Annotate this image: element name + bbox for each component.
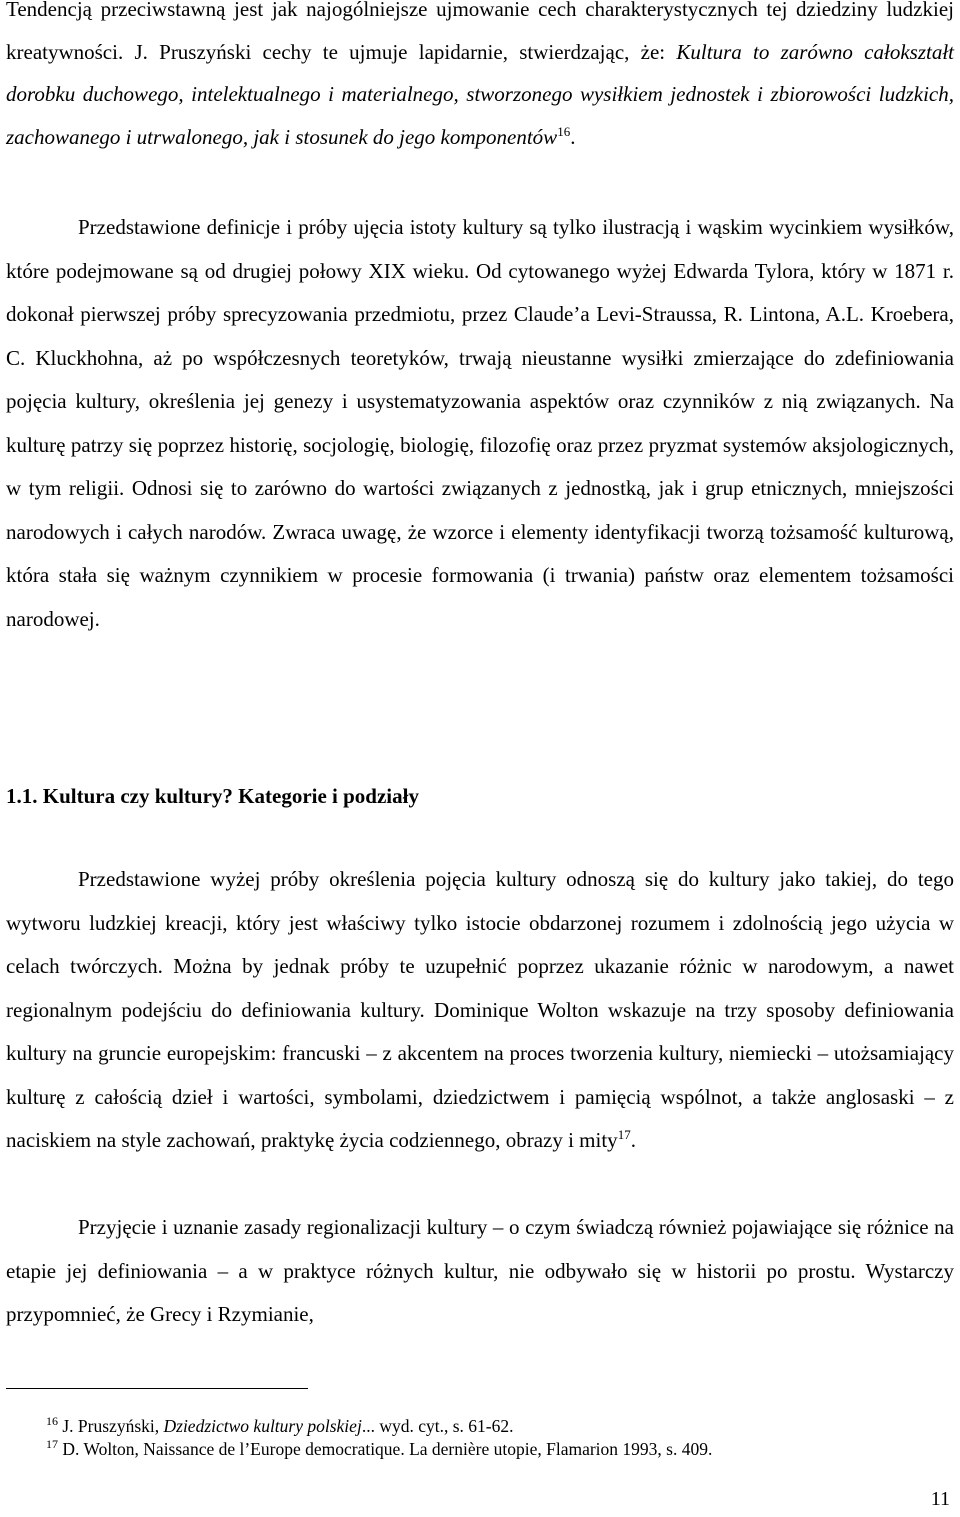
paragraph-2: Przedstawione definicje i próby ujęcia istoty kultury są tylko ilustracją i wąskim wycinkiem wysiłków, które podejmowane są od drugiej połowy XIX wieku. Od cytowanego wyżej Edwarda Tylora, który w 1871 r. dokonał pierwszej próby sprecyzowania przedmiotu, przez Claude’a Levi-Straussa, R. Lintona, A.L. Kroebera, C. Kluckhohna, aż po współczesnych teoretyków, trwają nieustanne wysiłki zmierzające do zdefiniowania pojęcia kultury, określenia jej genezy i usystematyzowania aspektów oraz czynników z nią związanych. Na kulturę patrzy się poprzez historię, socjologię, biologię, filozofię oraz przez pryzmat systemów aksjologicznych, w tym religii. Odnosi się to zarówno do wartości związanych z jednostką, jak i grup etnicznych, mniejszości narodowych i całych narodów. Zwraca uwagę, że wzorce i elementy identyfikacji tworzą tożsamość kulturową, która stała się ważnym czynnikiem w procesie formowania (i trwania) państw oraz elementem tożsamości narodowej. bbox=[6, 215, 954, 631]
footnote-ref-17[interactable]: 17 bbox=[617, 1127, 631, 1142]
paragraph-1-lead: Tendencją przeciwstawną jest jak najogólniejsze ujmowanie cech charakterystycznych tej dziedziny ludzkiej kreatywności. J. Pruszyński cechy te ujmuje lapidarnie, stwierdzając, że: bbox=[6, 0, 954, 64]
footnotes bbox=[46, 1415, 946, 1461]
footnote-16-after: ... wyd. cyt., s. 61-62. bbox=[361, 1416, 514, 1436]
paragraph-3-text: Przedstawione wyżej próby określenia pojęcia kultury odnoszą się do kultury jako takiej, do tego wytworu ludzkiej kreacji, który jest właściwy tylko istocie obdarzonej rozumem i zdolnością jego użycia w celach twórczych. Można by jednak próby te uzupełnić poprzez ukazanie różnic w narodowym, a nawet regionalnym podejściu do definiowania kultury. Dominique Wolton wskazuje na trzy sposoby definiowania kultury na gruncie europejskim: francuski – z akcentem na proces tworzenia kultury, niemiecki – utożsamiający kulturę z całością dzieł i wartości, symbolami, dziedzictwem i pamięcią wspólnot, a także anglosaski – z naciskiem na style zachowań, praktykę życia codziennego, obrazy i mity bbox=[6, 867, 954, 1152]
section-heading: 1.1. Kultura czy kultury? Kategorie i podziały bbox=[6, 784, 419, 808]
page-number: 11 bbox=[930, 1488, 950, 1510]
footnote-number-17: 17 bbox=[46, 1437, 58, 1451]
footnote-16-title: Dziedzictwo kultury polskiej bbox=[163, 1416, 362, 1436]
footnote-17-text: D. Wolton, Naissance de l’Europe democratique. La dernière utopie, Flamarion 1993, s. 409. bbox=[58, 1439, 713, 1459]
footnote-ref-16[interactable]: 16 bbox=[557, 123, 571, 139]
footnote-16 bbox=[46, 1415, 946, 1438]
paragraph-1 bbox=[6, 0, 954, 158]
footnote-separator bbox=[6, 1388, 308, 1389]
footnote-number-16: 16 bbox=[46, 1414, 58, 1428]
paragraph-4: Przyjęcie i uznanie zasady regionalizacji kultury – o czym świadczą również pojawiające się różnice na etapie jej definiowania – a w praktyce różnych kultur, nie odbywało się w historii po prostu. Wystarczy przypomnieć, że Grecy i Rzymianie, bbox=[6, 1215, 954, 1326]
footnote-17 bbox=[46, 1438, 946, 1461]
paragraph-1-tail: . bbox=[570, 124, 576, 149]
pruszynski-quote: Kultura to zarówno całokształt dorobku duchowego, intelektualnego i materialnego, stworzonego wysiłkiem jednostek i zbiorowości ludzkich, zachowanego i utrwalonego, jak i stosunek do jego komponentów bbox=[6, 39, 955, 149]
footnote-16-before: J. Pruszyński, bbox=[58, 1416, 164, 1436]
paragraph-3 bbox=[6, 858, 954, 1163]
paragraph-3-tail: . bbox=[630, 1128, 636, 1152]
